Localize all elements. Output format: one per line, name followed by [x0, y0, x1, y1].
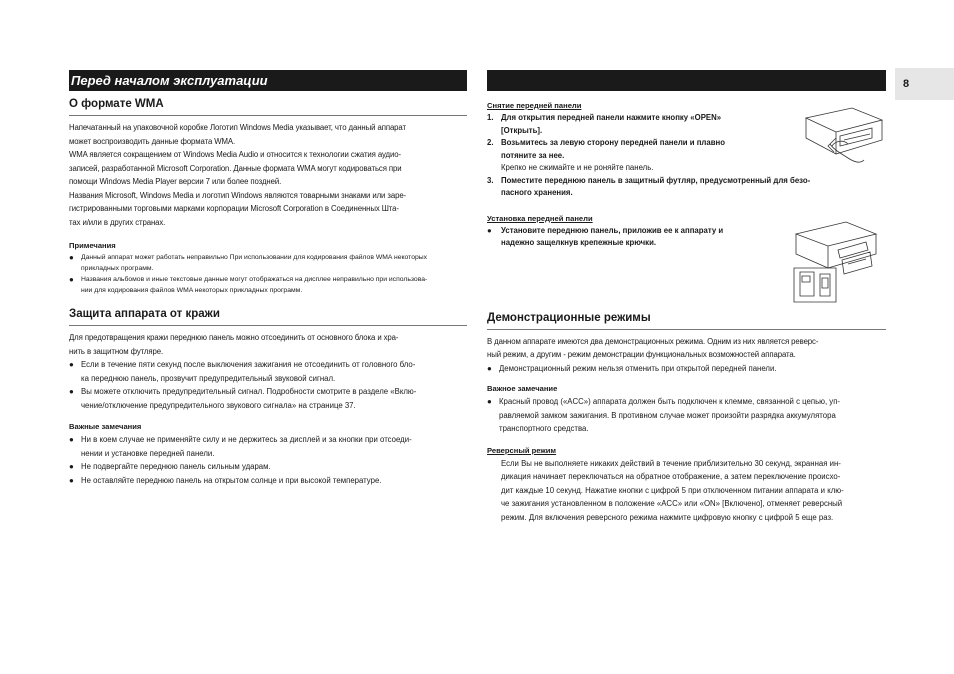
page-number: 8 — [903, 78, 910, 90]
theft-important-item — [69, 433, 467, 460]
demo-important-title: Важное замечание — [487, 384, 558, 393]
reverse-line: че зажигания установленном в положение «ACC» или «ON» [Включено], отменяет реверсный — [501, 499, 843, 508]
bullet-line: чение/отключение предупредительного звукового сигнала» на странице 37. — [81, 400, 356, 410]
wma-line: WMA является сокращением от Windows Media Audio и относится к технологии сжатия аудио- — [69, 150, 401, 159]
reverse-line: режим. Для включения реверсного режима нажмите цифровую кнопку с цифрой 5 еще раз. — [501, 512, 834, 522]
install-panel-illustration — [792, 216, 882, 304]
bullet-icon: ● — [69, 253, 74, 262]
reverse-line: дит каждые 10 секунд. Нажатие кнопки с цифрой 5 при отключенном питании аппарата и клю- — [501, 485, 844, 495]
theft-bullet-item — [69, 358, 467, 385]
bullet-line: ка переднюю панель, прозвучит предупредительный звуковой сигнал. — [81, 373, 336, 383]
theft-bullet-item — [69, 385, 467, 412]
install-title: Установка передней панели — [487, 213, 593, 223]
reverse-line: дикация начинает переключаться на обратное отображение, а затем переключение происхо- — [501, 472, 841, 481]
reverse-mode-text — [487, 457, 886, 525]
note-line: прикладных программ. — [81, 265, 154, 272]
section-band-right — [487, 70, 886, 91]
bullet-line: Ни в коем случае не применяйте силу и не держитесь за дисплей и за кнопки при отсоеди- — [81, 435, 412, 444]
page-number-tab — [895, 68, 954, 100]
step-number: 2. — [487, 138, 494, 147]
bullet-icon: ● — [69, 475, 74, 485]
theft-intro-line: нить в защитном футляре. — [69, 346, 164, 356]
bullet-line: Не подвергайте переднюю панель сильным ударам. — [81, 462, 271, 471]
wma-section-title: О формате WMA — [69, 98, 467, 116]
bullet-icon: ● — [487, 363, 492, 373]
bullet-line: транспортного средства. — [499, 424, 589, 433]
wma-notes-title: Примечания — [69, 241, 116, 250]
step-line: [Открыть]. — [501, 125, 543, 135]
left-column — [69, 70, 467, 487]
theft-intro-line: Для предотвращения кражи переднюю панель можно отсоединить от основного блока и хра- — [69, 333, 399, 342]
wma-line: может воспроизводить данные формата WMA. — [69, 136, 236, 146]
bullet-line: Вы можете отключить предупредительный сигнал. Подробности смотрите в разделе «Вклю- — [81, 387, 417, 396]
step-line: Для открытия передней панели нажмите кнопку «OPEN» — [501, 113, 722, 122]
bullet-icon: ● — [69, 275, 74, 284]
wma-line: гистрированными торговыми марками корпорации Microsoft Corporation в Соединенных Шта- — [69, 204, 399, 213]
wma-line: Напечатанный на упаковочной коробке Логотип Windows Media указывает, что данный аппарат — [69, 123, 406, 132]
section-band-left: Перед началом эксплуатации — [69, 70, 467, 91]
remove-panel-illustration — [800, 104, 886, 168]
demo-section-title: Демонстрационные режимы — [487, 312, 886, 330]
wma-line: Названия Microsoft, Windows Media и логотип Windows являются товарными знаками или заре- — [69, 190, 407, 200]
bullet-icon: ● — [69, 462, 74, 471]
bullet-line: Демонстрационный режим нельзя отменить при открытой передней панели. — [499, 363, 777, 373]
bullet-line: Не оставляйте переднюю панель на открытом солнце и при высокой температуре. — [81, 475, 382, 485]
demo-bullet — [487, 362, 886, 376]
wma-line: помощи Windows Media Player версии 7 или более поздней. — [69, 177, 282, 186]
demo-intro-line: В данном аппарате имеются два демонстрационных режима. Одним из них является реверс- — [487, 336, 819, 346]
wma-note-item — [69, 252, 467, 274]
removal-step2-note: Крепко не сжимайте и не роняйте панель. — [501, 163, 654, 172]
removal-step — [487, 175, 886, 200]
wma-line: записей, разработанной Microsoft Corporation. Данные формата WMA могут кодироваться при — [69, 163, 402, 173]
demo-important-item — [487, 395, 886, 436]
theft-important-title: Важные замечания — [69, 422, 142, 431]
wma-line: тах и/или в других странах. — [69, 217, 166, 227]
theft-important-item — [69, 474, 467, 488]
bullet-line: нении и установке передней панели. — [81, 448, 215, 458]
bullet-line: равляемой замком зажигания. В противном случае может произойти разрядка аккумулятора — [499, 410, 836, 420]
note-line: Названия альбомов и иные текстовые данные могут отображаться на дисплее неправильно при использова- — [81, 276, 428, 283]
reverse-mode-title: Реверсный режим — [487, 445, 557, 455]
step-line: пасного хранения. — [501, 188, 573, 197]
step-line: Возьмитесь за левую сторону передней панели и плавно — [501, 138, 725, 147]
note-line: нии для кодирования файлов WMA некоторых прикладных программ. — [81, 287, 303, 294]
bullet-icon: ● — [69, 387, 74, 396]
bullet-icon: ● — [69, 360, 74, 369]
step-number: 3. — [487, 175, 494, 185]
install-line: надежно защелкнув крепежные крючки. — [501, 238, 657, 247]
reverse-line: Если Вы не выполняете никаких действий в течение приблизительно 30 секунд, экранная ин- — [501, 458, 841, 468]
bullet-line: Если в течение пяти секунд после выключения зажигания не отсоединить от головного бло- — [81, 360, 416, 369]
install-line: Установите переднюю панель, приложив ее к аппарату и — [501, 225, 724, 235]
step-number: 1. — [487, 113, 494, 122]
removal-title: Снятие передней панели — [487, 101, 582, 110]
step-line: потяните за нее. — [501, 150, 565, 160]
step-line: Поместите переднюю панель в защитный футляр, предусмотренный для безо- — [501, 175, 811, 185]
bullet-line: Красный провод («ACC») аппарата должен быть подключен к клемме, связанной с цепью, уп- — [499, 397, 841, 406]
theft-important-item — [69, 460, 467, 474]
wma-note-item — [69, 274, 467, 296]
bullet-icon: ● — [487, 225, 492, 235]
bullet-icon: ● — [487, 397, 492, 406]
theft-section-title: Защита аппарата от кражи — [69, 308, 467, 326]
bullet-icon: ● — [69, 435, 74, 444]
note-line: Данный аппарат может работать неправильно При использовании для кодирования файлов WMA некоторых — [81, 254, 428, 261]
demo-intro-line: ный режим, а другим - режим демонстрации функциональных возможностей аппарата. — [487, 350, 796, 359]
